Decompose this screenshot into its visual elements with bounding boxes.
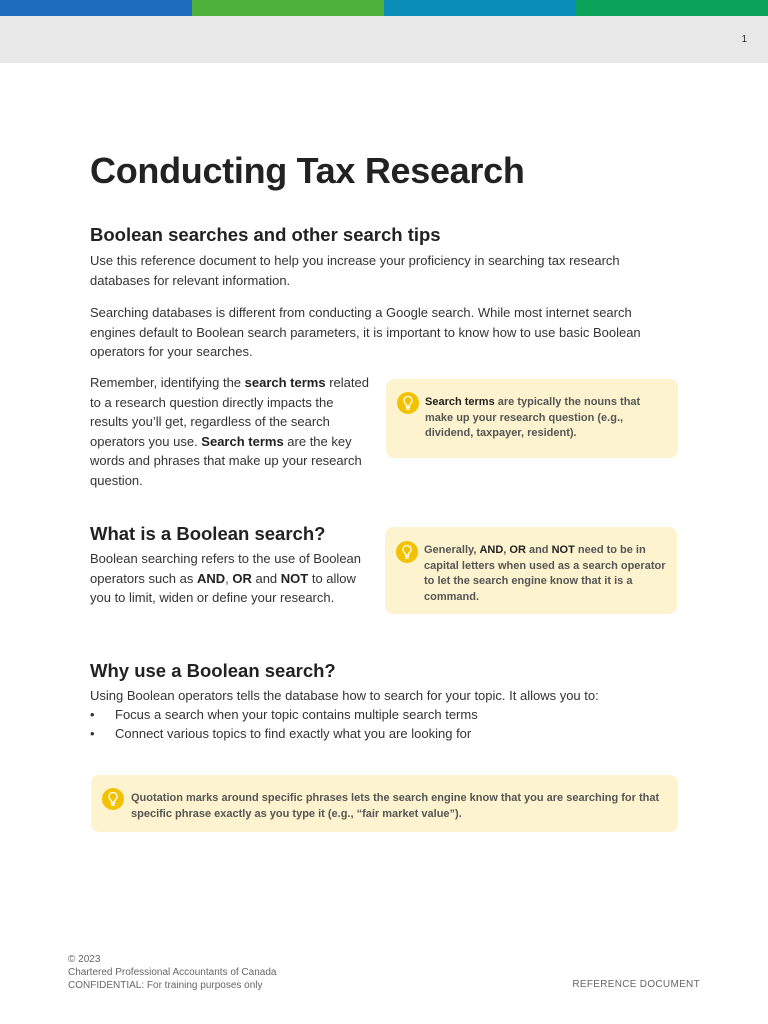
page-title: Conducting Tax Research [90, 150, 525, 191]
text-run: , [503, 544, 510, 556]
why-intro-paragraph: Using Boolean operators tells the database how to search for your topic. It allows you to: [90, 688, 599, 703]
lightbulb-icon [397, 392, 419, 414]
bold-run: OR [232, 570, 252, 586]
list-item: • Connect various topics to find exactly what you are looking for [90, 725, 478, 744]
tip-box-search-terms [386, 379, 678, 458]
text-run: related to a research question directly impacts the results you’ll get, regardless of the search operators you use. [90, 375, 369, 449]
bold-run: NOT [280, 570, 309, 586]
page-number: 1 [741, 34, 747, 45]
text-run: to allow you to limit, widen or define your research. [90, 570, 356, 605]
text-run: Remember, identifying the [90, 375, 245, 390]
tip-box-quotation-marks [91, 775, 678, 832]
text-run: are the key words and phrases that make up your research question. [90, 433, 362, 488]
copyright: © 2023 [68, 954, 101, 965]
page-header [0, 16, 768, 63]
section-heading-boolean-tips: Boolean searches and other search tips [90, 224, 441, 245]
bold-run: Search terms [425, 396, 495, 408]
search-terms-paragraph [90, 373, 370, 490]
document-type: REFERENCE DOCUMENT [572, 979, 700, 990]
intro-paragraph: Use this reference document to help you increase your proficiency in searching tax research databases for relevant information. [90, 253, 620, 288]
color-bar-teal [384, 0, 576, 16]
list-item: • Focus a search when your topic contains multiple search terms [90, 706, 478, 725]
bold-run: AND [196, 570, 226, 586]
bold-run: NOT [551, 544, 575, 556]
boolean-definition-paragraph [90, 549, 370, 608]
databases-paragraph: Searching databases is different from conducting a Google search. While most internet search engines default to Boolean search parameters, it is important to know how to use basic Boolean operators for your searches. [90, 305, 641, 359]
color-bar-emerald [576, 0, 768, 16]
text-run: need to be in capital letters when used as a search operator to let the search engine know that it is a command. [424, 544, 666, 603]
text-run: and [525, 544, 552, 556]
color-bar-green [192, 0, 384, 16]
bold-run: OR [509, 544, 526, 556]
benefits-list [90, 706, 478, 743]
color-bar-blue [0, 0, 192, 16]
section-heading-why-boolean: Why use a Boolean search? [90, 660, 336, 681]
tip-text [424, 543, 669, 605]
text-run: Generally, [424, 544, 480, 556]
tip-box-operators [385, 527, 677, 614]
footer-legal [68, 953, 276, 992]
text-run: , [225, 570, 233, 586]
confidential-notice: CONFIDENTIAL: For training purposes only [68, 980, 263, 991]
text-run: Boolean searching refers to the use of Boolean operators such as [90, 551, 362, 586]
bold-run: Search terms [201, 433, 284, 449]
lightbulb-icon [102, 788, 124, 810]
bold-run: search terms [244, 375, 326, 390]
color-bar [0, 0, 768, 16]
text-run: are typically the nouns that make up your research question (e.g., dividend, taxpayer, resident). [425, 396, 641, 439]
text-run: and [251, 570, 281, 586]
tip-text [425, 395, 670, 442]
lightbulb-icon [396, 541, 418, 563]
bold-run: AND [479, 544, 504, 556]
section-heading-what-is-boolean: What is a Boolean search? [90, 523, 326, 544]
tip-text: Quotation marks around specific phrases lets the search engine know that you are searching for that specific phrase exactly as you type it (e.g., “fair market value”). [131, 792, 660, 820]
organization: Chartered Professional Accountants of Canada [68, 967, 277, 978]
